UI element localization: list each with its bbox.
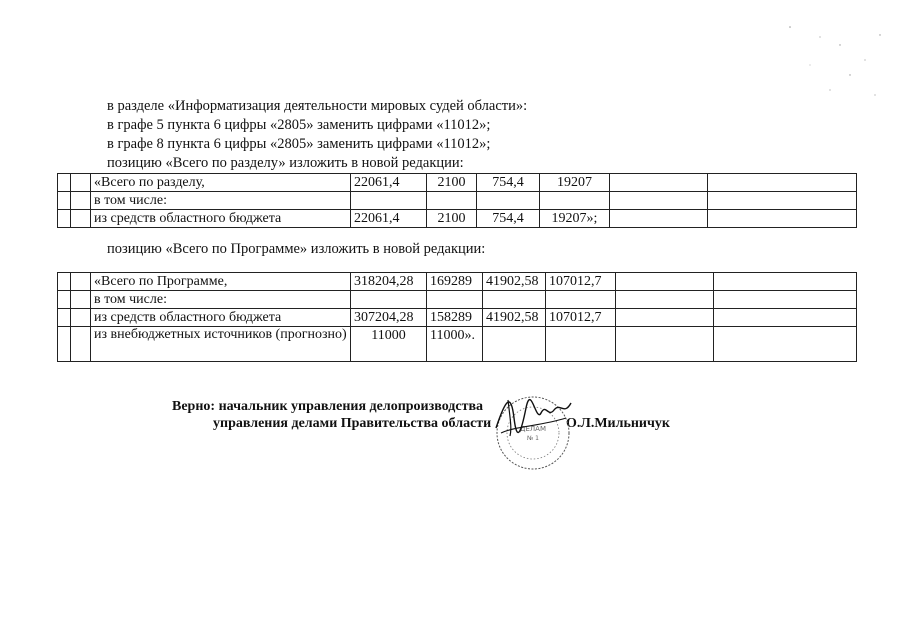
row-label: из внебюджетных источников (прогнозно) [91, 327, 351, 362]
cell-value: 107012,7 [546, 273, 616, 291]
footer-line-1: Верно: начальник управления делопроизводства [172, 399, 484, 414]
cell-value: 158289 [427, 309, 483, 327]
cell-value: 754,4 [477, 174, 540, 192]
cell-value: 19207»; [540, 210, 610, 228]
intro-line-1: в разделе «Информатизация деятельности мировых судей области»: [107, 98, 528, 114]
table-row [58, 210, 857, 228]
scan-noise-icon [780, 15, 890, 115]
cell-value: 11000 [351, 327, 427, 362]
row-label: из средств областного бюджета [91, 309, 351, 327]
footer-line-2: управления делами Правительства области [213, 416, 492, 431]
table-row [58, 309, 857, 327]
cell-value: 169289 [427, 273, 483, 291]
table-row [58, 291, 857, 309]
cell-value: 22061,4 [351, 210, 427, 228]
intro-line-4: позицию «Всего по разделу» изложить в новой редакции: [107, 155, 464, 171]
cell-value: 2100 [427, 174, 477, 192]
signature-icon [486, 388, 576, 448]
row-label: в том числе: [91, 291, 351, 309]
para-program: позицию «Всего по Программе» изложить в новой редакции: [107, 241, 486, 257]
row-label: «Всего по Программе, [91, 273, 351, 291]
cell-value: 41902,58 [483, 273, 546, 291]
cell-value: 11000». [427, 327, 483, 362]
signer-name: О.Л.Мильничук [566, 416, 670, 431]
cell-value: 754,4 [477, 210, 540, 228]
seal-text-2: № 1 [527, 435, 539, 442]
row-label: «Всего по разделу, [91, 174, 351, 192]
cell-value: 107012,7 [546, 309, 616, 327]
table-row [58, 192, 857, 210]
table-row [58, 327, 857, 362]
cell-value: 22061,4 [351, 174, 427, 192]
table-row [58, 273, 857, 291]
table-row [58, 174, 857, 192]
cell-value: 318204,28 [351, 273, 427, 291]
section-total-table [57, 173, 857, 228]
program-total-table [57, 272, 857, 362]
cell-value: 41902,58 [483, 309, 546, 327]
intro-line-2: в графе 5 пункта 6 цифры «2805» заменить цифрами «11012»; [107, 117, 491, 133]
seal-text-1: ДЕЛАМ [520, 425, 546, 433]
intro-text [107, 97, 527, 173]
cell-value: 19207 [540, 174, 610, 192]
cell-value: 2100 [427, 210, 477, 228]
cell-value: 307204,28 [351, 309, 427, 327]
row-label: из средств областного бюджета [91, 210, 351, 228]
row-label: в том числе: [91, 192, 351, 210]
intro-line-3: в графе 8 пункта 6 цифры «2805» заменить цифрами «11012»; [107, 136, 491, 152]
